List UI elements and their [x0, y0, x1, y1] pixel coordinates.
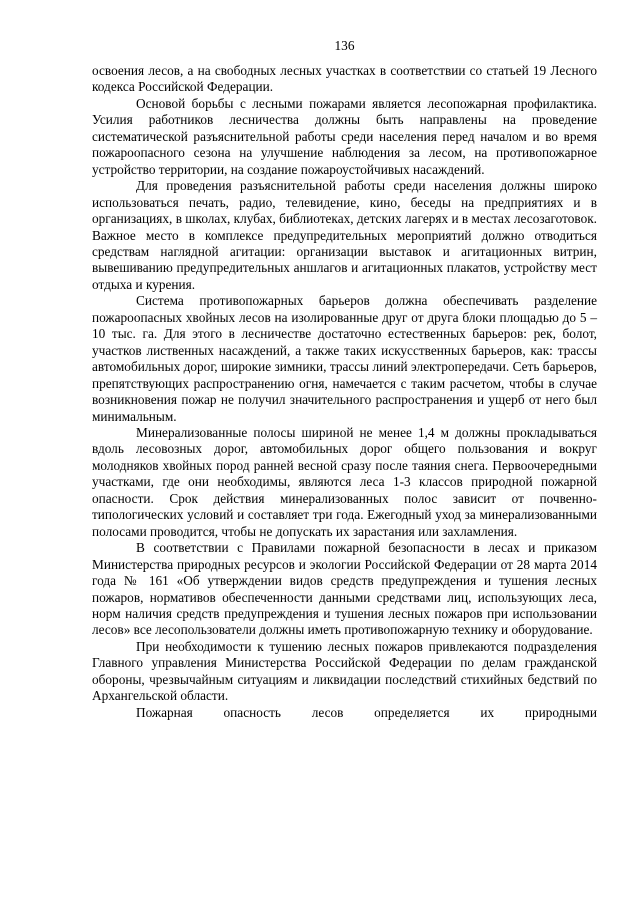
paragraph-mineralized-strips: Минерализованные полосы шириной не менее 1,4 м должны прокладываться вдоль лесовозных дорог, автомобильных дорог общего пользования и вокруг молодняков хвойных пород ранней весной сразу после таяния снега. Первоочередными участками, где они необходимы, являются леса 1-3 классов природной пожарной опасности. Срок действия минерализованных полос зависит от почвенно-типологических условий и составляет три года. Ежегодный уход за минерализованными полосами проводится, чтобы не допускать их зарастания или захламления.: [92, 424, 597, 539]
paragraph-fire-barriers: Система противопожарных барьеров должна обеспечивать разделение пожароопасных хвойных лесов на изолированные друг от друга блоки площадью до 5 – 10 тыс. га. Для этого в лесничестве достаточно естественных барьеров: рек, болот, участков лиственных насаждений, а также таких искусственных барьеров, как: трассы автомобильных дорог, широкие зимники, трассы линий электропередачи. Сеть барьеров, препятствующих распространению огня, намечается с таким расчетом, чтобы в случае возникновения пожар не получил значительного распространения и ущерб от него был минимальным.: [92, 293, 597, 424]
paragraph-fire-prevention: Основой борьбы с лесными пожарами является лесопожарная профилактика. Усилия работников лесничества должны быть направлены на проведение систематической разъяснительной работы среди населения перед началом и во время пожароопасного сезона на улучшение наблюдения за лесом, на противопожарное устройство территории, на создание пожароустойчивых насаждений.: [92, 95, 597, 177]
paragraph-regulations: В соответствии с Правилами пожарной безопасности в лесах и приказом Министерства природных ресурсов и экологии Российской Федерации от 28 марта 2014 года № 161 «Об утверждении видов средств предупреждения и тушения лесных пожаров, нормативов обеспеченности данными средствами лиц, использующих леса, норм наличия средств предупреждения и тушения лесных пожаров при использовании лесов» все лесопользователи должны иметь противопожарную технику и оборудование.: [92, 540, 597, 638]
document-page: [92, 38, 597, 721]
page-number: 136: [334, 38, 355, 53]
paragraph-fire-danger: Пожарная опасность лесов определяется их природными: [136, 704, 597, 720]
paragraph-continuation: освоения лесов, а на свободных лесных участках в соответствии со статьей 19 Лесного кодекса Российской Федерации.: [92, 63, 597, 95]
paragraph-outreach: Для проведения разъяснительной работы среди населения должны широко использоваться печать, радио, телевидение, кино, беседы на предприятиях и в организациях, в школах, клубах, библиотеках, детских лагерях и в местах лесозаготовок. Важное место в комплексе предупредительных мероприятий должно отводиться средствам наглядной агитации: организации выставок и агитационных витрин, вывешиванию предупредительных аншлагов и агитационных плакатов, устройству мест отдыха и курения.: [92, 178, 597, 292]
paragraph-emergency-services: При необходимости к тушению лесных пожаров привлекаются подразделения Главного управления Министерства Российской Федерации по делам гражданской обороны, чрезвычайным ситуациям и ликвидации последствий стихийных бедствий по Архангельской области.: [92, 638, 597, 704]
